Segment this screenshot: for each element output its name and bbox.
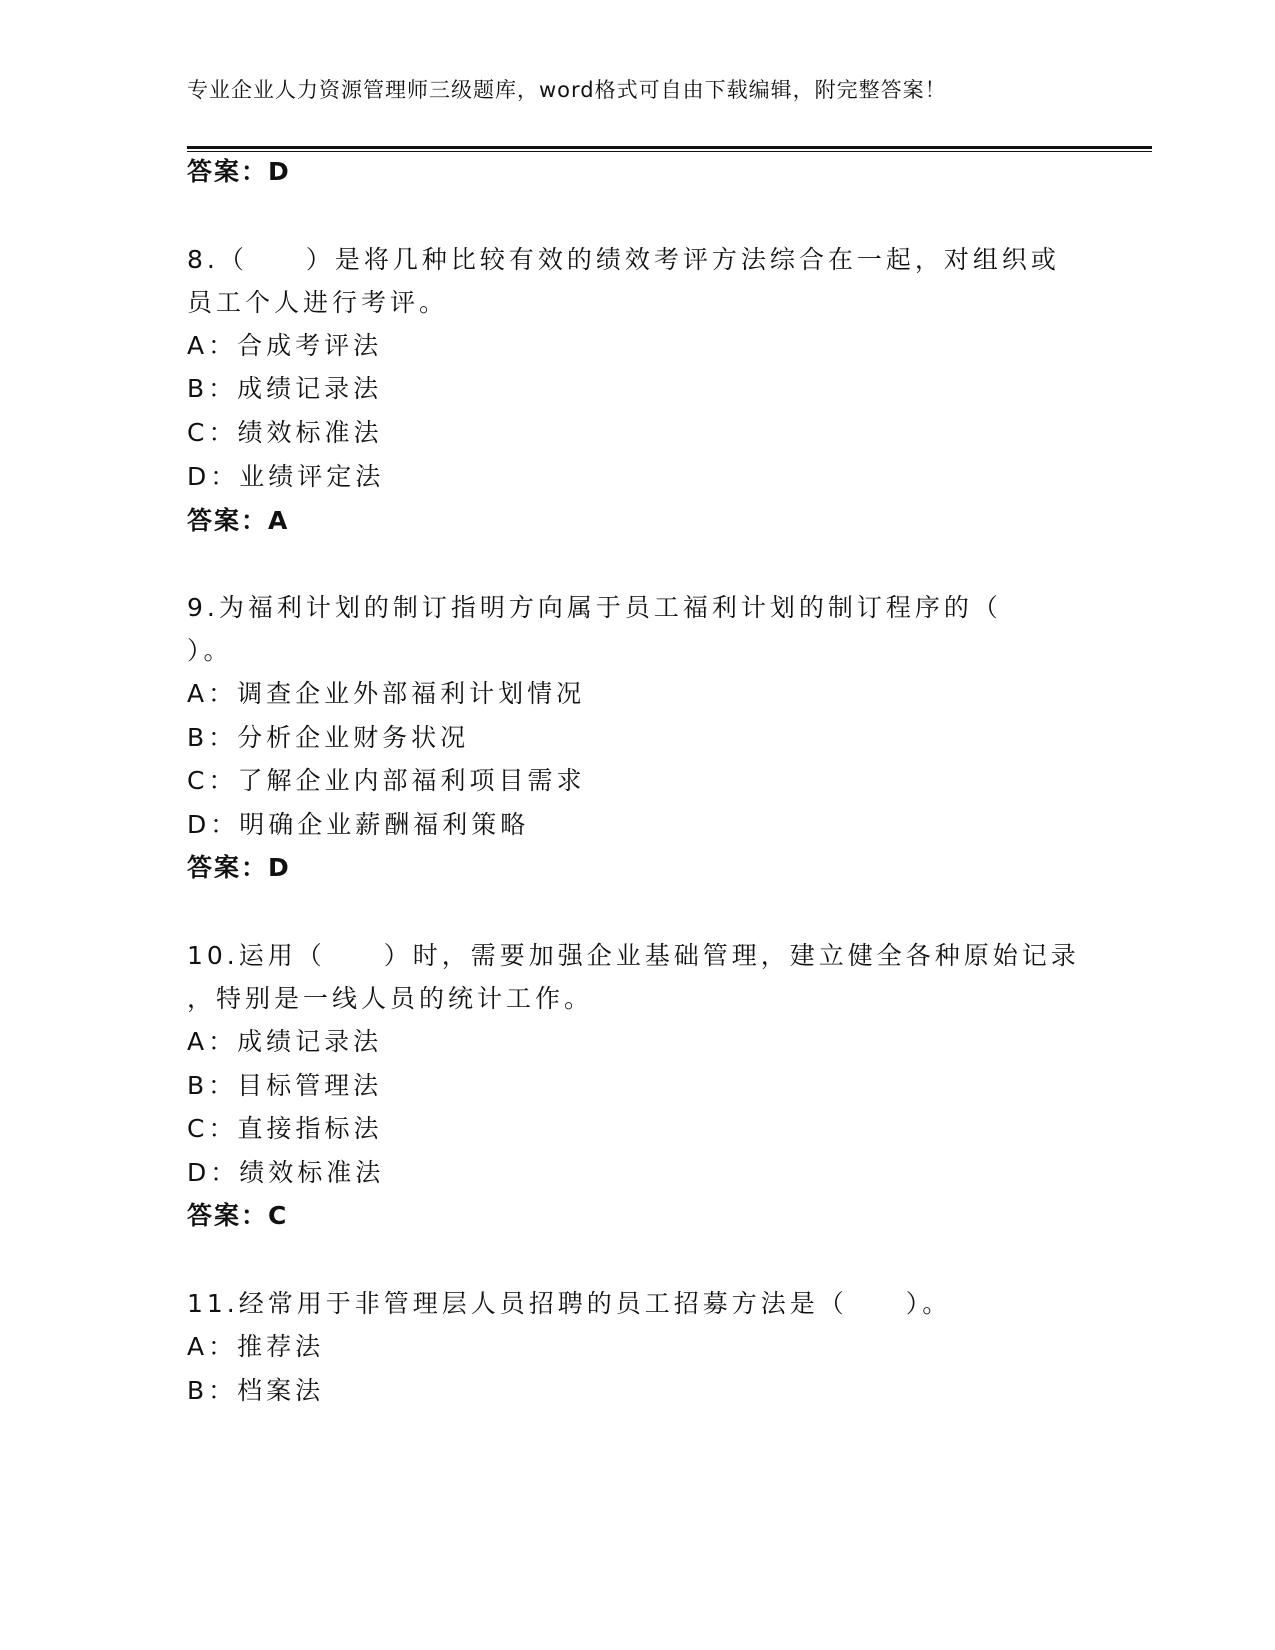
option-a: A：成绩记录法: [187, 1027, 383, 1056]
option-b: B：目标管理法: [187, 1071, 383, 1100]
option-b: B：档案法: [187, 1376, 325, 1405]
option-c: C：直接指标法: [187, 1114, 383, 1143]
option-b: B：成绩记录法: [187, 374, 383, 403]
question-10-stem: 10.运用（ ）时，需要加强企业基础管理，建立健全各种原始记录: [187, 941, 1080, 970]
page-header: 专业企业人力资源管理师三级题库，word格式可自由下载编辑，附完整答案！: [187, 78, 947, 102]
header-rule: [187, 146, 1152, 152]
option-b: B：分析企业财务状况: [187, 723, 470, 752]
question-8-stem-cont: 员工个人进行考评。: [187, 288, 449, 317]
option-d: D：业绩评定法: [187, 462, 385, 491]
question-10-stem-cont: ，特别是一线人员的统计工作。: [187, 984, 594, 1013]
option-c: C：了解企业内部福利项目需求: [187, 766, 586, 795]
option-d: D：明确企业薪酬福利策略: [187, 810, 530, 839]
option-a: A：调查企业外部福利计划情况: [187, 679, 586, 708]
option-c: C：绩效标准法: [187, 418, 383, 447]
question-9-stem-cont: ）。: [187, 636, 233, 665]
question-8-stem: 8.（ ）是将几种比较有效的绩效考评方法综合在一起，对组织或: [187, 245, 1060, 274]
question-11-stem: 11.经常用于非管理层人员招聘的员工招募方法是（ ）。: [187, 1289, 952, 1318]
question-9-stem: 9.为福利计划的制订指明方向属于员工福利计划的制订程序的（: [187, 593, 1002, 622]
answer-line: 答案：A: [187, 506, 290, 535]
answer-line: 答案：D: [187, 157, 291, 186]
option-a: A：合成考评法: [187, 331, 383, 360]
answer-line: 答案：C: [187, 1201, 289, 1230]
option-d: D：绩效标准法: [187, 1158, 385, 1187]
option-a: A：推荐法: [187, 1332, 325, 1361]
answer-line: 答案：D: [187, 853, 291, 882]
